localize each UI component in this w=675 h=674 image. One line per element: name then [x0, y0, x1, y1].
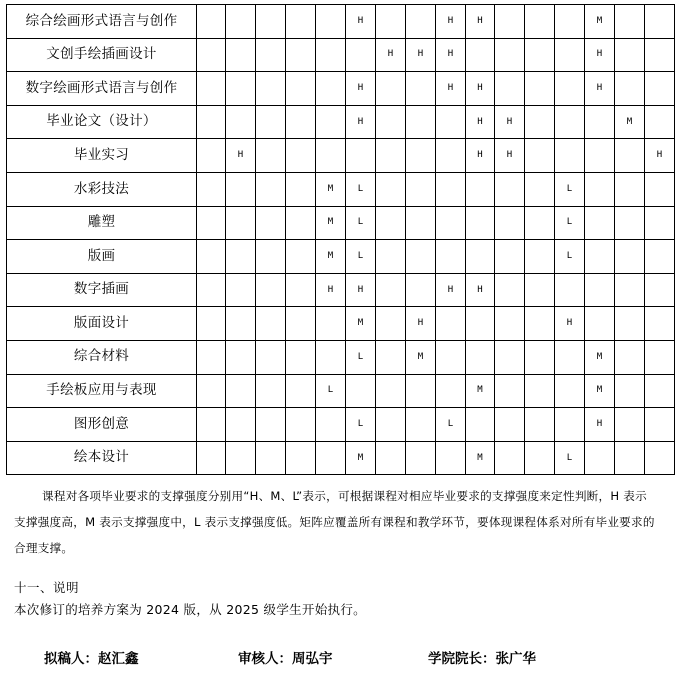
support-level-cell [286, 139, 316, 173]
support-level-cell [316, 307, 346, 341]
support-level-cell [226, 408, 256, 442]
support-level-cell: M [316, 240, 346, 274]
support-level-cell: L [555, 206, 585, 240]
support-level-cell [466, 340, 495, 374]
support-level-cell [436, 240, 466, 274]
course-name-cell: 综合材料 [7, 340, 197, 374]
table-row [7, 307, 675, 341]
support-level-cell [645, 38, 675, 72]
support-level-cell [495, 408, 525, 442]
support-level-cell [495, 240, 525, 274]
support-level-cell [645, 206, 675, 240]
support-level-cell [645, 273, 675, 307]
table-row [7, 105, 675, 139]
support-level-cell [286, 408, 316, 442]
table-row [7, 172, 675, 206]
table-row [7, 273, 675, 307]
course-name-cell: 综合绘画形式语言与创作 [7, 5, 197, 39]
support-level-cell [256, 38, 286, 72]
support-level-cell [645, 105, 675, 139]
support-level-cell [376, 374, 406, 408]
support-level-cell [316, 340, 346, 374]
support-level-cell [615, 206, 645, 240]
support-level-cell [197, 38, 226, 72]
support-level-cell [197, 240, 226, 274]
section-title: 十一、说明 [14, 580, 80, 595]
support-level-cell [376, 5, 406, 39]
support-level-cell [286, 5, 316, 39]
support-level-cell [615, 273, 645, 307]
support-level-cell: L [346, 408, 376, 442]
support-level-cell [286, 172, 316, 206]
support-level-cell [615, 5, 645, 39]
course-name-cell: 文创手绘插画设计 [7, 38, 197, 72]
support-level-cell [585, 139, 615, 173]
support-level-cell [436, 105, 466, 139]
course-name-cell: 绘本设计 [7, 441, 197, 475]
support-level-cell [436, 340, 466, 374]
support-level-cell: H [585, 72, 615, 106]
support-level-cell [406, 5, 436, 39]
support-level-cell [197, 5, 226, 39]
support-level-cell [376, 172, 406, 206]
support-level-cell [316, 38, 346, 72]
table-row [7, 408, 675, 442]
support-level-cell [376, 240, 406, 274]
support-level-cell: H [346, 5, 376, 39]
support-level-cell [226, 206, 256, 240]
support-level-cell [466, 307, 495, 341]
support-level-cell [286, 105, 316, 139]
dean-signature: 学院院长：张广华 [428, 651, 536, 667]
support-level-cell [525, 105, 555, 139]
support-level-cell [286, 340, 316, 374]
course-name-cell: 手绘板应用与表现 [7, 374, 197, 408]
support-level-cell: L [346, 340, 376, 374]
support-level-cell [466, 172, 495, 206]
support-level-cell [495, 273, 525, 307]
support-level-cell: L [316, 374, 346, 408]
support-level-cell [256, 5, 286, 39]
support-level-cell [615, 307, 645, 341]
support-level-cell [376, 340, 406, 374]
support-level-cell: H [645, 139, 675, 173]
support-level-cell [286, 72, 316, 106]
support-level-cell: H [585, 408, 615, 442]
support-level-cell [466, 240, 495, 274]
support-level-cell [525, 206, 555, 240]
support-level-cell [406, 206, 436, 240]
support-level-cell [525, 374, 555, 408]
support-level-cell [466, 38, 495, 72]
support-level-cell [555, 139, 585, 173]
support-level-cell [525, 273, 555, 307]
support-level-cell: M [585, 5, 615, 39]
support-level-cell [585, 273, 615, 307]
support-level-cell [197, 273, 226, 307]
support-level-cell [286, 206, 316, 240]
support-level-cell [615, 408, 645, 442]
table-row [7, 206, 675, 240]
support-level-cell [436, 307, 466, 341]
support-level-cell: H [406, 38, 436, 72]
support-level-cell [376, 441, 406, 475]
course-name-cell: 版画 [7, 240, 197, 274]
support-level-cell [645, 408, 675, 442]
support-level-cell: L [436, 408, 466, 442]
support-level-cell: H [436, 5, 466, 39]
support-level-cell [406, 72, 436, 106]
support-level-cell [286, 38, 316, 72]
support-level-cell [256, 273, 286, 307]
support-level-cell: H [226, 139, 256, 173]
table-row [7, 240, 675, 274]
support-level-cell: L [346, 240, 376, 274]
support-level-cell [645, 307, 675, 341]
support-level-cell [316, 441, 346, 475]
support-level-cell [256, 240, 286, 274]
support-level-cell: M [346, 441, 376, 475]
support-level-cell [555, 340, 585, 374]
matrix-note: 课程对各项毕业要求的支撑强度分别用“H、M、L”表示，可根据课程对相应毕业要求的支撑强度来定性判断，H 表示支撑强度高，M 表示支撑强度中，L 表示支撑强度低。矩阵应覆盖所有课程和教学环节，要体现课程体系对所有毕业要求的合理支撑。 [14, 489, 655, 555]
support-level-cell [525, 240, 555, 274]
support-level-cell: H [555, 307, 585, 341]
support-level-cell: L [346, 172, 376, 206]
support-level-cell [197, 139, 226, 173]
support-level-cell: H [585, 38, 615, 72]
support-level-cell [585, 240, 615, 274]
support-level-cell [197, 72, 226, 106]
support-level-cell [525, 5, 555, 39]
support-level-cell [376, 273, 406, 307]
support-level-cell: H [436, 72, 466, 106]
support-level-cell [495, 72, 525, 106]
support-level-cell: M [615, 105, 645, 139]
support-level-cell [615, 172, 645, 206]
support-level-cell [197, 374, 226, 408]
support-level-cell [346, 374, 376, 408]
table-row [7, 374, 675, 408]
support-level-cell [256, 408, 286, 442]
support-level-cell [436, 206, 466, 240]
support-level-cell: H [436, 38, 466, 72]
support-level-cell [226, 72, 256, 106]
table-row [7, 5, 675, 39]
support-level-cell [226, 307, 256, 341]
support-level-cell: H [346, 273, 376, 307]
support-level-cell [495, 374, 525, 408]
support-level-cell: H [495, 139, 525, 173]
support-level-cell: H [436, 273, 466, 307]
support-level-cell [376, 72, 406, 106]
support-level-cell: H [466, 72, 495, 106]
support-level-cell: H [376, 38, 406, 72]
support-level-cell [645, 340, 675, 374]
support-level-cell [376, 139, 406, 173]
support-level-cell [645, 172, 675, 206]
support-level-cell [316, 408, 346, 442]
support-level-cell [585, 105, 615, 139]
support-level-cell: H [466, 139, 495, 173]
support-level-cell [256, 139, 286, 173]
support-level-cell [615, 38, 645, 72]
support-level-cell [645, 240, 675, 274]
support-level-cell [466, 206, 495, 240]
support-level-cell: M [406, 340, 436, 374]
support-level-cell [376, 206, 406, 240]
support-level-cell [197, 441, 226, 475]
support-level-cell [585, 172, 615, 206]
support-level-cell [436, 172, 466, 206]
support-level-cell [525, 340, 555, 374]
support-level-cell [525, 441, 555, 475]
support-level-cell [256, 441, 286, 475]
support-level-cell [197, 172, 226, 206]
support-level-cell [495, 340, 525, 374]
support-level-cell [495, 5, 525, 39]
support-level-cell: M [585, 374, 615, 408]
support-level-cell [585, 206, 615, 240]
table-row [7, 38, 675, 72]
support-level-cell [495, 441, 525, 475]
support-level-cell: M [585, 340, 615, 374]
support-level-cell [226, 172, 256, 206]
support-level-cell [406, 273, 436, 307]
support-level-cell: M [316, 206, 346, 240]
support-level-cell [585, 307, 615, 341]
drafter-signature: 拟稿人：赵汇鑫 [44, 651, 139, 667]
support-level-cell [406, 441, 436, 475]
support-level-cell: L [555, 172, 585, 206]
support-level-cell [197, 340, 226, 374]
support-level-cell [436, 139, 466, 173]
support-level-cell [256, 72, 286, 106]
support-level-cell [226, 38, 256, 72]
support-level-cell: H [316, 273, 346, 307]
support-level-cell [645, 5, 675, 39]
support-level-cell [615, 72, 645, 106]
support-level-cell [645, 72, 675, 106]
support-level-cell [495, 206, 525, 240]
support-level-cell [226, 5, 256, 39]
support-level-cell [615, 240, 645, 274]
support-level-cell [525, 408, 555, 442]
support-level-cell [525, 72, 555, 106]
support-level-cell [555, 105, 585, 139]
support-level-cell [525, 38, 555, 72]
support-level-cell [555, 38, 585, 72]
support-level-cell [346, 139, 376, 173]
support-level-cell [376, 105, 406, 139]
course-name-cell: 数字绘画形式语言与创作 [7, 72, 197, 106]
support-level-cell [525, 307, 555, 341]
support-level-cell [615, 340, 645, 374]
support-level-cell [256, 374, 286, 408]
support-level-cell [197, 408, 226, 442]
support-level-cell: M [346, 307, 376, 341]
support-level-cell: H [466, 273, 495, 307]
support-level-cell [286, 441, 316, 475]
support-level-cell [256, 340, 286, 374]
support-level-cell [555, 273, 585, 307]
support-level-cell [406, 374, 436, 408]
course-name-cell: 水彩技法 [7, 172, 197, 206]
support-level-cell [226, 441, 256, 475]
support-level-cell [376, 307, 406, 341]
support-level-cell: H [346, 105, 376, 139]
support-level-cell [436, 441, 466, 475]
support-level-cell [256, 105, 286, 139]
support-level-cell [197, 206, 226, 240]
course-name-cell: 图形创意 [7, 408, 197, 442]
support-level-cell [286, 307, 316, 341]
support-level-cell: H [346, 72, 376, 106]
support-level-cell: H [495, 105, 525, 139]
support-level-cell [615, 139, 645, 173]
course-name-cell: 毕业论文（设计） [7, 105, 197, 139]
table-row [7, 139, 675, 173]
support-level-cell: H [466, 105, 495, 139]
support-level-cell [555, 72, 585, 106]
support-level-cell [256, 206, 286, 240]
support-level-cell: L [555, 441, 585, 475]
support-level-cell: M [466, 441, 495, 475]
support-level-cell [256, 307, 286, 341]
support-level-cell [226, 340, 256, 374]
support-level-cell: L [346, 206, 376, 240]
support-level-cell [406, 139, 436, 173]
support-level-cell [316, 5, 346, 39]
support-level-cell [256, 172, 286, 206]
support-level-cell: M [466, 374, 495, 408]
support-level-cell [286, 240, 316, 274]
support-level-cell [525, 139, 555, 173]
support-level-cell [197, 307, 226, 341]
support-level-cell [286, 374, 316, 408]
course-name-cell: 雕塑 [7, 206, 197, 240]
support-level-cell: L [555, 240, 585, 274]
support-level-cell [346, 38, 376, 72]
support-matrix-table [6, 4, 675, 475]
course-name-cell: 版面设计 [7, 307, 197, 341]
section-body: 本次修订的培养方案为 2024 版，从 2025 级学生开始执行。 [14, 602, 366, 617]
table-row [7, 72, 675, 106]
support-level-cell [316, 72, 346, 106]
support-level-cell [286, 273, 316, 307]
support-level-cell [615, 374, 645, 408]
support-level-cell [555, 374, 585, 408]
support-level-cell [495, 307, 525, 341]
support-level-cell [495, 172, 525, 206]
support-level-cell [226, 374, 256, 408]
support-level-cell [555, 408, 585, 442]
support-level-cell [226, 273, 256, 307]
support-level-cell [316, 139, 346, 173]
table-row [7, 340, 675, 374]
support-level-cell [645, 374, 675, 408]
matrix-body [7, 5, 675, 475]
support-level-cell [226, 240, 256, 274]
support-level-cell: H [406, 307, 436, 341]
reviewer-signature: 审核人：周弘宇 [238, 651, 333, 667]
support-level-cell: M [316, 172, 346, 206]
support-level-cell [406, 105, 436, 139]
support-level-cell [615, 441, 645, 475]
support-level-cell: H [466, 5, 495, 39]
support-level-cell [406, 240, 436, 274]
course-name-cell: 毕业实习 [7, 139, 197, 173]
support-level-cell [406, 172, 436, 206]
support-level-cell [585, 441, 615, 475]
support-level-cell [226, 105, 256, 139]
support-level-cell [495, 38, 525, 72]
support-level-cell [436, 374, 466, 408]
course-name-cell: 数字插画 [7, 273, 197, 307]
support-level-cell [406, 408, 436, 442]
table-row [7, 441, 675, 475]
support-level-cell [466, 408, 495, 442]
support-level-cell [197, 105, 226, 139]
support-level-cell [645, 441, 675, 475]
support-level-cell [376, 408, 406, 442]
support-level-cell [555, 5, 585, 39]
support-level-cell [525, 172, 555, 206]
support-level-cell [316, 105, 346, 139]
